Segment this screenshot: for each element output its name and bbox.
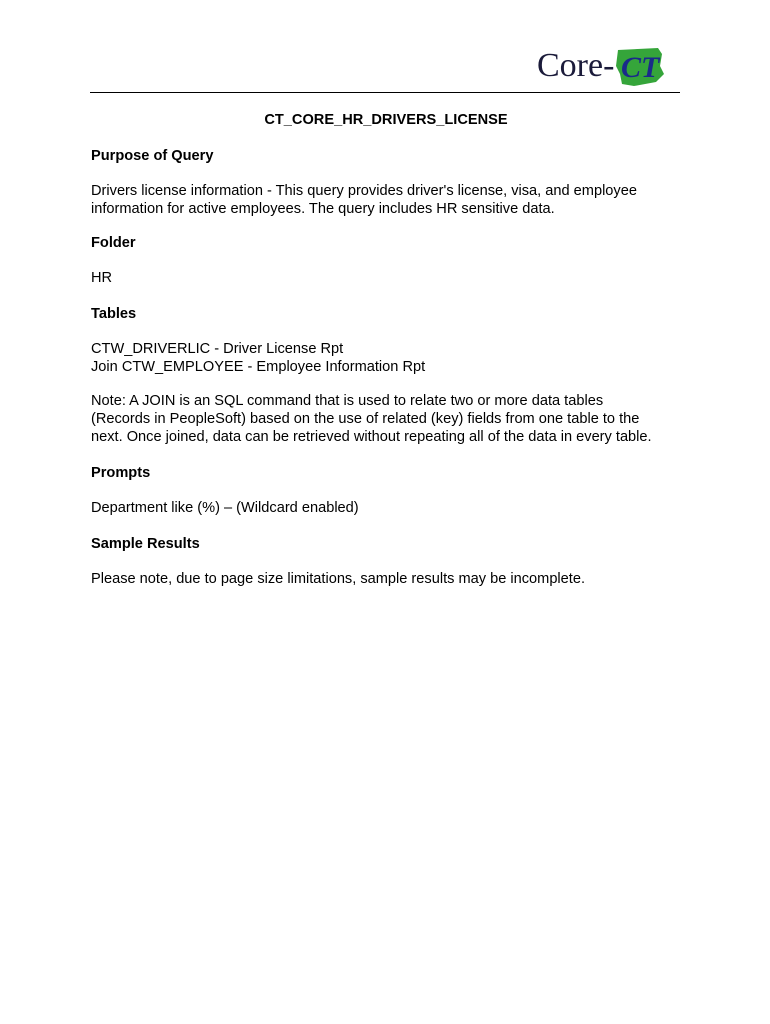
section-body-prompts: Department like (%) – (Wildcard enabled)	[91, 500, 359, 516]
core-ct-logo-graphic	[536, 44, 668, 90]
logo-ct-text: CT	[621, 51, 660, 84]
section-body-purpose: Drivers license information - This query provides driver's license, visa, and employee information for active employees. The query includes HR sensitive data.	[91, 183, 637, 217]
section-heading-tables: Tables	[91, 306, 137, 322]
section-heading-folder: Folder	[91, 235, 136, 251]
page-title: CT_CORE_HR_DRIVERS_LICENSE	[264, 112, 508, 128]
section-heading-purpose: Purpose of Query	[91, 148, 214, 164]
section-body-sample-results: Please note, due to page size limitations, sample results may be incomplete.	[91, 571, 586, 587]
section-note-join: Note: A JOIN is an SQL command that is used to relate two or more data tables (Records in PeopleSoft) based on the use of related (key) fields from one table to the next. Once joined, data can be retrieved without repeating all of the data in every table.	[91, 393, 652, 445]
logo-core-text: Core-	[537, 47, 615, 84]
section-heading-sample-results: Sample Results	[91, 536, 200, 552]
core-ct-logo	[536, 44, 668, 90]
section-body-tables: CTW_DRIVERLIC - Driver License Rpt Join CTW_EMPLOYEE - Employee Information Rpt	[91, 341, 426, 375]
section-body-folder: HR	[91, 270, 113, 286]
section-heading-prompts: Prompts	[91, 465, 151, 481]
document-body	[91, 111, 681, 588]
header-divider	[90, 92, 680, 93]
